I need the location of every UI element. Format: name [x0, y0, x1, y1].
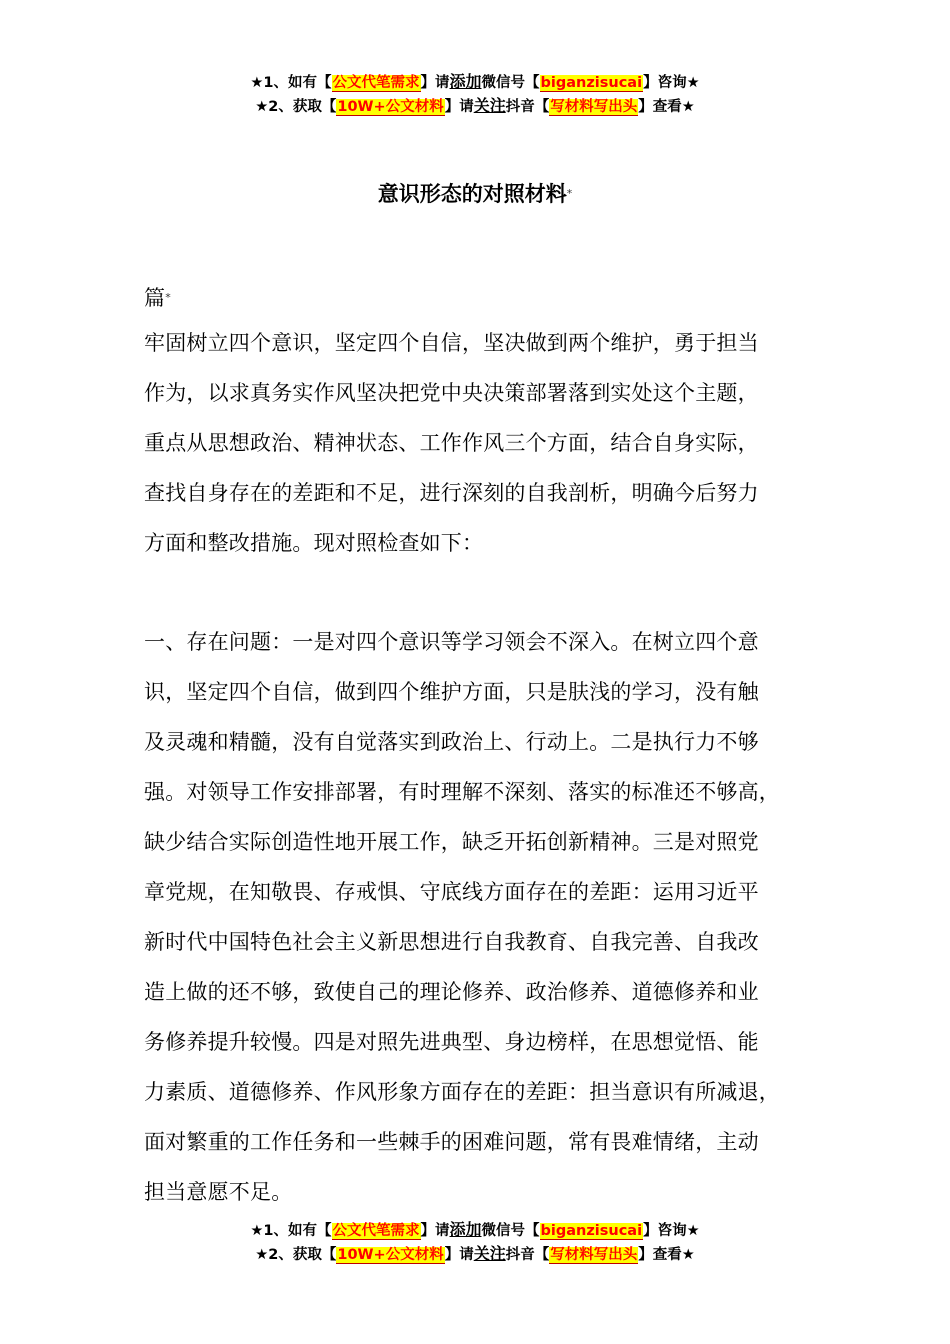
- paragraph-line: 作为，以求真务实作风坚决把党中央决策部署落到实处这个主题，: [144, 381, 759, 405]
- paragraph-line: 强。对领导工作安排部署，有时理解不深刻、落实的标准还不够高，: [144, 780, 780, 804]
- paragraph-line: 面对繁重的工作任务和一些棘手的困难问题，常有畏难情绪，主动: [144, 1130, 759, 1154]
- promo-line-1: [0, 1218, 950, 1242]
- paragraph-line: 牢固树立四个意识，坚定四个自信，坚决做到两个维护，勇于担当: [144, 331, 759, 355]
- promo-underlined: 添加: [449, 1220, 482, 1239]
- douyin-id-highlight: 写材料写出头: [550, 99, 638, 115]
- promo-highlight: 公文代笔需求: [332, 1223, 420, 1239]
- heading-mark: *: [165, 291, 171, 304]
- paragraph-line: 新时代中国特色社会主义新思想进行自我教育、自我完善、自我改: [144, 930, 759, 954]
- promo-underlined: 关注: [473, 1244, 506, 1263]
- document-title-text: 意识形态的对照材料: [377, 182, 567, 206]
- promo-highlight: 10W+公文材料: [337, 99, 444, 115]
- paragraph-line: 章党规，在知敬畏、存戒惧、守底线方面存在的差距：运用习近平: [144, 880, 759, 904]
- promo-text: 抖音【: [505, 99, 550, 115]
- promo-text: 】查看★: [638, 99, 695, 115]
- wechat-id-highlight: biganzisucai: [540, 75, 643, 91]
- promo-banner-top: [0, 70, 950, 118]
- promo-highlight: 公文代笔需求: [332, 75, 420, 91]
- promo-text: ★2、获取【: [255, 99, 337, 115]
- paragraph-line: 及灵魂和精髓，没有自觉落实到政治上、行动上。二是执行力不够: [144, 730, 759, 754]
- paragraph-line: 重点从思想政治、精神状态、工作作风三个方面，结合自身实际，: [144, 431, 759, 455]
- promo-text: 抖音【: [505, 1247, 550, 1263]
- promo-line-2: [0, 94, 950, 118]
- promo-text: 】咨询★: [643, 75, 700, 91]
- douyin-id-highlight: 写材料写出头: [550, 1247, 638, 1263]
- promo-text: ★1、如有【: [250, 1223, 332, 1239]
- promo-line-1: [0, 70, 950, 94]
- paragraph-line: 一、存在问题：一是对四个意识等学习领会不深入。在树立四个意: [144, 630, 759, 654]
- paragraph-line: 方面和整改措施。现对照检查如下：: [144, 531, 484, 555]
- promo-line-2: [0, 1242, 950, 1266]
- section-heading: [144, 273, 834, 323]
- paragraph-line: 识，坚定四个自信，做到四个维护方面，只是肤浅的学习，没有触: [144, 680, 759, 704]
- promo-text: 】查看★: [638, 1247, 695, 1263]
- paragraph-line: 力素质、道德修养、作风形象方面存在的差距：担当意识有所减退，: [144, 1080, 780, 1104]
- paragraph-line: 缺少结合实际创造性地开展工作，缺乏开拓创新精神。三是对照党: [144, 830, 759, 854]
- paragraph-intro: [144, 318, 834, 568]
- document-title: [0, 178, 950, 210]
- promo-text: 】咨询★: [643, 1223, 700, 1239]
- wechat-id-highlight: biganzisucai: [540, 1223, 643, 1239]
- paragraph-line: 造上做的还不够，致使自己的理论修养、政治修养、道德修养和业: [144, 980, 759, 1004]
- paragraph-line: 务修养提升较慢。四是对照先进典型、身边榜样，在思想觉悟、能: [144, 1030, 759, 1054]
- title-mark: *: [566, 187, 573, 200]
- promo-text: ★1、如有【: [250, 75, 332, 91]
- paragraph-line: 担当意愿不足。: [144, 1180, 293, 1204]
- promo-underlined: 添加: [449, 72, 482, 91]
- paragraph-line: 查找自身存在的差距和不足，进行深刻的自我剖析，明确今后努力: [144, 481, 759, 505]
- promo-text: 】请: [444, 99, 474, 115]
- paragraph-problems: [144, 617, 834, 1217]
- promo-text: 】请: [420, 1223, 450, 1239]
- section-heading-text: 篇: [144, 286, 166, 310]
- promo-text: 微信号【: [481, 75, 540, 91]
- promo-underlined: 关注: [473, 96, 506, 115]
- promo-text: ★2、获取【: [255, 1247, 337, 1263]
- promo-banner-bottom: [0, 1218, 950, 1266]
- promo-highlight: 10W+公文材料: [337, 1247, 444, 1263]
- promo-text: 】请: [444, 1247, 474, 1263]
- promo-text: 】请: [420, 75, 450, 91]
- promo-text: 微信号【: [481, 1223, 540, 1239]
